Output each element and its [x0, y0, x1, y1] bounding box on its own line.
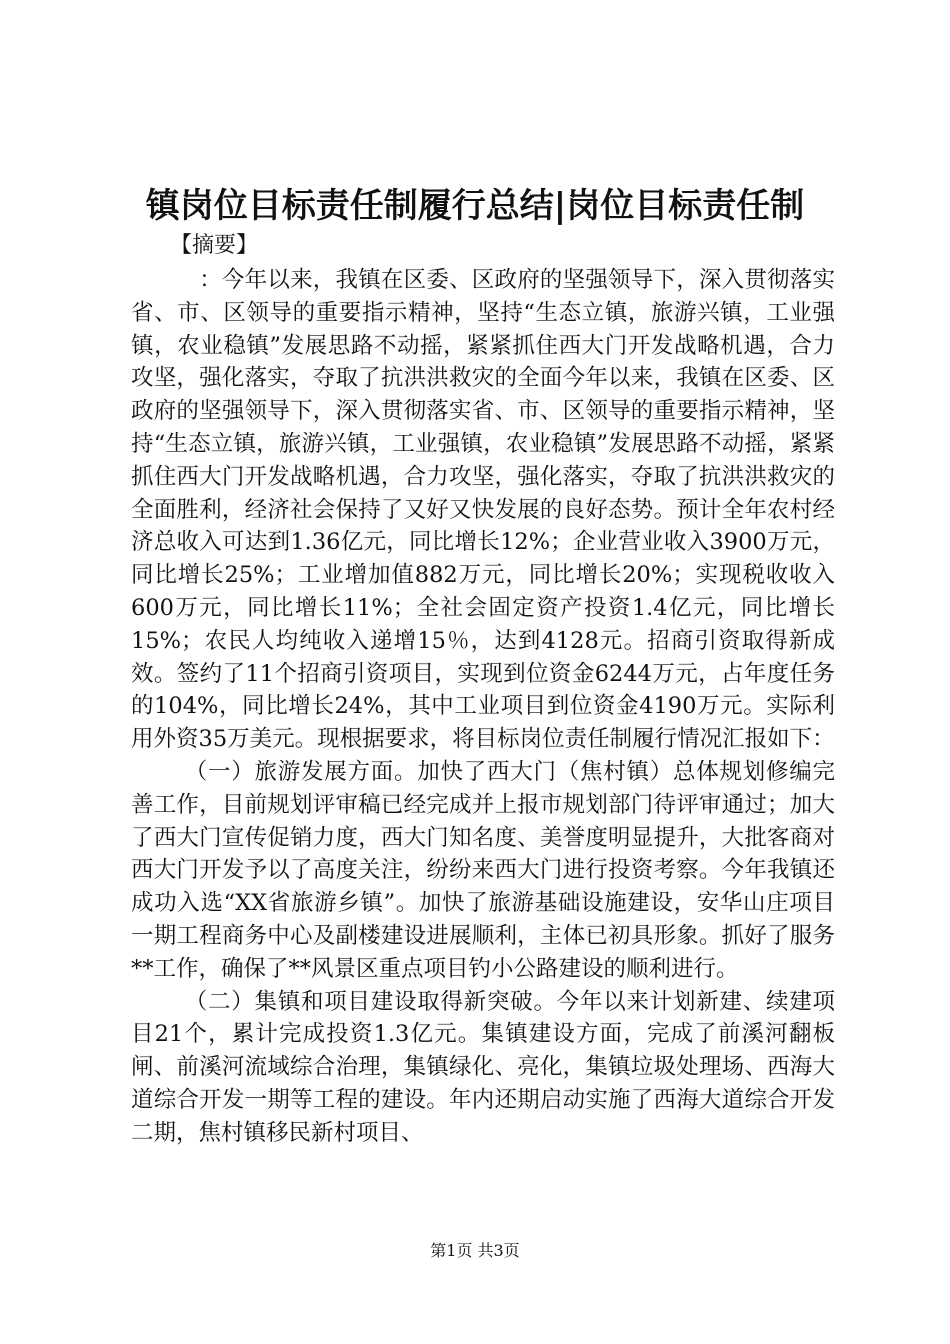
paragraph-section-1 — [131, 756, 835, 986]
document-body — [131, 264, 835, 1150]
paragraph-section-2-text: （二）集镇和项目建设取得新突破。今年以来计划新建、续建项目21个，累计完成投资1.3亿元。集镇建设方面，完成了前溪河翻板闸、前溪河流域综合治理，集镇绿化、亮化，集镇垃圾处理场、西海大道综合开发一期等工程的建设。年内还期启动实施了西海大道综合开发二期，焦村镇移民新村项目、 — [131, 988, 835, 1146]
paragraph-intro-text: ：今年以来，我镇在区委、区政府的坚强领导下，深入贯彻落实省、市、区领导的重要指示精神，坚持“生态立镇，旅游兴镇，工业强镇，农业稳镇”发展思路不动摇，紧紧抓住西大门开发战略机遇，合力攻坚，强化落实，夺取了抗洪洪救灾的全面今年以来，我镇在区委、区政府的坚强领导下，深入贯彻落实省、市、区领导的重要指示精神，坚持“生态立镇，旅游兴镇，工业强镇，农业稳镇”发展思路不动摇，紧紧抓住西大门开发战略机遇，合力攻坚，强化落实，夺取了抗洪洪救灾的全面胜利，经济社会保持了又好又快发展的良好态势。预计全年农村经济总收入可达到1.36亿元，同比增长12%；企业营业收入3900万元，同比增长25%；工业增加值882万元，同比增长20%；实现税收收入600万元，同比增长11%；全社会固定资产投资1.4亿元，同比增长15%；农民人均纯收入递增15％，达到4128元。招商引资取得新成效。签约了11个招商引资项目，实现到位资金6244万元，占年度任务的104%，同比增长24%，其中工业项目到位资金4190万元。实际利用外资35万美元。现根据要求，将目标岗位责任制履行情况汇报如下： — [131, 267, 835, 753]
document-title: 镇岗位目标责任制履行总结|岗位目标责任制 — [145, 186, 805, 226]
paragraph-section-1-text: （一）旅游发展方面。加快了西大门（焦村镇）总体规划修编完善工作，目前规划评审稿已经完成并上报市规划部门待评审通过；加大了西大门宣传促销力度，西大门知名度、美誉度明显提升，大批客商对西大门开发予以了高度关注，纷纷来西大门进行投资考察。今年我镇还成功入选“XX省旅游乡镇”。加快了旅游基础设施建设，安华山庄项目一期工程商务中心及副楼建设进展顺利，主体已初具形象。抓好了服务**工作，确保了**风景区重点项目钓小公路建设的顺利进行。 — [131, 758, 835, 982]
abstract-label: 【摘要】 — [170, 233, 259, 258]
paragraph-section-2 — [131, 986, 835, 1150]
paragraph-intro — [131, 264, 835, 756]
page-number-footer: 第1页 共3页 — [430, 1241, 520, 1260]
